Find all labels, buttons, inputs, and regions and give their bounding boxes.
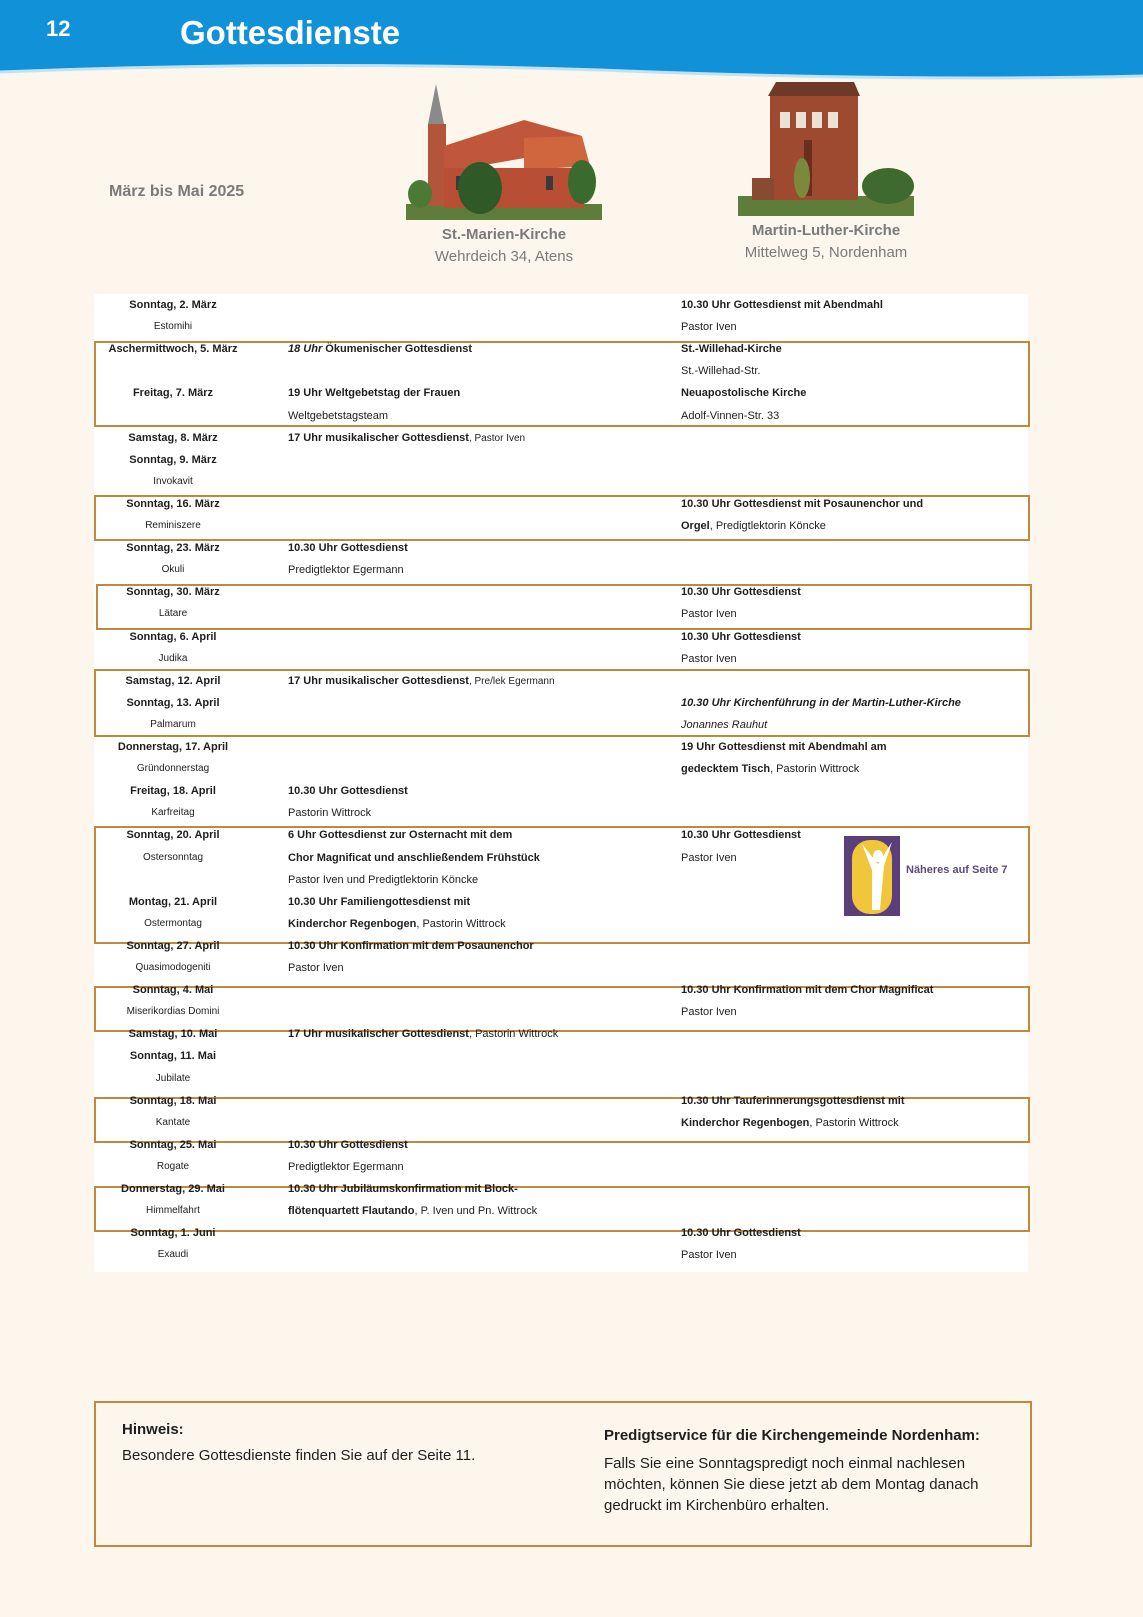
entry-text: Predigtlektor Egermann bbox=[288, 564, 404, 576]
service-date: Sonntag, 16. März bbox=[126, 498, 220, 510]
martin-luther-entry bbox=[681, 603, 737, 625]
entry-text: Pastor Iven bbox=[681, 321, 737, 333]
entry-text: 19 Uhr Gottesdienst mit Abendmahl am bbox=[681, 741, 887, 753]
liturgical-day: Karfreitag bbox=[151, 807, 195, 818]
church-name: Martin-Luther-Kirche bbox=[751, 222, 901, 239]
entry-officiant: , Pastorin Wittrock bbox=[468, 1028, 559, 1040]
st-marien-entry bbox=[288, 780, 408, 802]
entry-text: 10.30 Uhr Jubiläumskonfirmation mit Block- bbox=[288, 1183, 518, 1195]
liturgical-day: Judika bbox=[158, 653, 188, 664]
service-date: Samstag, 10. Mai bbox=[128, 1028, 218, 1040]
entry-text: 10.30 Uhr Gottesdienst bbox=[288, 1139, 408, 1151]
service-date: Sonntag, 11. Mai bbox=[129, 1050, 217, 1062]
entry-text: Pastor Iven und Predigtlektorin Köncke bbox=[288, 874, 479, 886]
service-date: Sonntag, 6. April bbox=[129, 631, 217, 643]
entry-text: 19 Uhr Weltgebetstag der Frauen bbox=[288, 387, 461, 399]
note-heading: Hinweis: bbox=[122, 1421, 184, 1438]
st-marien-entry bbox=[288, 935, 534, 957]
martin-luther-entry bbox=[681, 626, 801, 648]
liturgical-day: Lätare bbox=[158, 608, 188, 619]
entry-text: 10.30 Uhr Familiengottesdienst mit bbox=[288, 896, 471, 908]
entry-officiant: , Pastorin Wittrock bbox=[809, 1117, 899, 1129]
martin-luther-entry bbox=[681, 1244, 737, 1266]
liturgical-day: Kantate bbox=[155, 1117, 191, 1128]
st-marien-entry bbox=[288, 891, 470, 913]
entry-officiant: , Pre/lek Egermann bbox=[468, 676, 555, 687]
martin-luther-entry bbox=[681, 405, 779, 427]
entry-text: Adolf-Vinnen-Str. 33 bbox=[681, 410, 780, 422]
entry-text: 10.30 Uhr Gottesdienst bbox=[681, 586, 801, 598]
entry-text: Kinderchor Regenbogen bbox=[288, 918, 417, 930]
liturgical-day: Reminiszere bbox=[145, 520, 201, 531]
st-marien-entry bbox=[288, 537, 408, 559]
st-marien-church-icon bbox=[406, 76, 602, 220]
liturgical-day: Himmelfahrt bbox=[146, 1205, 200, 1216]
church-address: Wehrdeich 34, Atens bbox=[434, 248, 574, 265]
martin-luther-entry bbox=[681, 692, 961, 714]
page-number: 12 bbox=[46, 16, 71, 41]
church-martin-luther bbox=[726, 82, 926, 264]
entry-text: 10.30 Uhr Kirchenführung in der Martin-Luther-Kirche bbox=[681, 697, 961, 709]
entry-text: flötenquartett Flautando bbox=[288, 1205, 415, 1217]
entry-text: Pastor Iven bbox=[681, 653, 737, 665]
entry-text: 10.30 Uhr Gottesdienst bbox=[681, 829, 801, 841]
martin-luther-entry bbox=[681, 736, 887, 758]
service-date: Freitag, 7. März bbox=[132, 387, 214, 399]
martin-luther-entry bbox=[681, 1222, 801, 1244]
service-date: Samstag, 12. April bbox=[125, 675, 221, 687]
liturgical-day: Miserikordias Domini bbox=[126, 1006, 220, 1017]
service-date: Sonntag, 23. März bbox=[126, 542, 220, 554]
liturgical-day: Rogate bbox=[156, 1161, 190, 1172]
st-marien-entry bbox=[288, 824, 512, 846]
martin-luther-entry bbox=[681, 1001, 737, 1023]
martin-luther-entry bbox=[681, 1090, 905, 1112]
entry-text: Weltgebetstagsteam bbox=[288, 410, 389, 422]
entry-text: 10.30 Uhr Gottesdienst mit Posaunenchor und bbox=[681, 498, 924, 510]
st-marien-entry bbox=[288, 1156, 404, 1178]
st-marien-entry bbox=[288, 405, 388, 427]
st-marien-entry bbox=[288, 847, 540, 869]
entry-text: 10.30 Uhr Tauferinnerungsgottesdienst mit bbox=[681, 1095, 905, 1107]
entry-text: 17 Uhr musikalischer Gottesdienst bbox=[288, 1028, 469, 1040]
st-marien-entry bbox=[288, 427, 525, 450]
service-date: Sonntag, 27. April bbox=[126, 940, 220, 952]
st-marien-entry bbox=[288, 1134, 408, 1156]
st-marien-entry bbox=[288, 382, 460, 404]
service-date: Donnerstag, 17. April bbox=[117, 741, 229, 753]
church-address: Mittelweg 5, Nordenham bbox=[744, 244, 908, 261]
service-date: Sonntag, 4. Mai bbox=[132, 984, 214, 996]
st-marien-entry bbox=[288, 957, 344, 979]
entry-text: 10.30 Uhr Gottesdienst bbox=[681, 631, 801, 643]
liturgical-day: Okuli bbox=[161, 564, 185, 575]
liturgical-day: Jubilate bbox=[155, 1073, 191, 1084]
st-marien-entry bbox=[288, 559, 404, 581]
martin-luther-church-icon bbox=[738, 82, 914, 216]
service-date: Sonntag, 13. April bbox=[126, 697, 220, 709]
entry-officiant: , Pastor Iven bbox=[468, 433, 526, 444]
service-date: Sonntag, 25. Mai bbox=[129, 1139, 217, 1151]
st-marien-entry bbox=[288, 338, 472, 360]
entry-text: Chor Magnificat und anschließendem Frühstück bbox=[288, 852, 540, 864]
martin-luther-entry bbox=[681, 515, 826, 537]
entry-officiant: , Predigtlektorin Köncke bbox=[709, 520, 826, 532]
entry-text: 17 Uhr musikalischer Gottesdienst bbox=[288, 432, 469, 444]
martin-luther-entry bbox=[681, 824, 801, 846]
church-st-marien bbox=[404, 76, 604, 268]
entry-text: 10.30 Uhr Konfirmation mit dem Posaunenchor bbox=[288, 940, 534, 952]
service-date: Donnerstag, 29. Mai bbox=[121, 1183, 225, 1195]
entry-text: Pastor Iven bbox=[288, 962, 344, 974]
entry-officiant: , Pastorin Wittrock bbox=[770, 763, 860, 775]
entry-text: Pastorin Wittrock bbox=[288, 807, 372, 819]
st-marien-entry bbox=[288, 869, 478, 891]
entry-text: St.-Willehad-Kirche bbox=[681, 343, 782, 355]
entry-text: Neuapostolische Kirche bbox=[681, 387, 807, 399]
martin-luther-entry bbox=[681, 493, 923, 515]
service-date: Sonntag, 20. April bbox=[126, 829, 220, 841]
entry-time: 18 Uhr bbox=[288, 343, 323, 355]
st-marien-entry bbox=[288, 913, 506, 935]
entry-officiant: , Pastorin Wittrock bbox=[416, 918, 506, 930]
entry-text: 10.30 Uhr Gottesdienst bbox=[681, 1227, 801, 1239]
st-marien-entry bbox=[288, 802, 371, 824]
service-date: Sonntag, 2. März bbox=[129, 299, 217, 311]
martin-luther-entry bbox=[681, 360, 760, 382]
service-date: Freitag, 18. April bbox=[130, 785, 216, 797]
martin-luther-entry bbox=[681, 979, 933, 1001]
liturgical-day: Palmarum bbox=[150, 719, 196, 730]
period-label: März bis Mai 2025 bbox=[109, 183, 245, 200]
liturgical-day: Gründonnerstag bbox=[136, 763, 210, 774]
sermon-service-heading: Predigtservice für die Kirchengemeinde Nordenham: bbox=[604, 1427, 980, 1444]
entry-text: Orgel bbox=[681, 520, 710, 532]
entry-text: Jonannes Rauhut bbox=[681, 719, 768, 731]
st-marien-entry bbox=[288, 1178, 518, 1200]
service-schedule bbox=[94, 294, 1028, 1272]
service-date: Samstag, 8. März bbox=[128, 432, 218, 444]
st-marien-entry bbox=[288, 1023, 558, 1045]
martin-luther-entry bbox=[681, 294, 883, 316]
liturgical-day: Exaudi bbox=[157, 1249, 189, 1260]
liturgical-day: Estomihi bbox=[153, 321, 193, 332]
entry-text: Pastor Iven bbox=[681, 1006, 737, 1018]
martin-luther-entry bbox=[681, 581, 801, 603]
martin-luther-entry bbox=[681, 316, 737, 338]
entry-text: 10.30 Uhr Gottesdienst mit Abendmahl bbox=[681, 299, 883, 311]
liturgical-day: Ostermontag bbox=[144, 918, 202, 929]
service-date: Aschermittwoch, 5. März bbox=[108, 343, 238, 355]
easter-reference: Näheres auf Seite 7 bbox=[906, 864, 1008, 876]
st-marien-entry bbox=[288, 670, 555, 693]
page-title: Gottesdienste bbox=[180, 14, 401, 51]
easter-light-icon bbox=[844, 836, 900, 916]
martin-luther-entry bbox=[681, 382, 806, 404]
entry-text: 6 Uhr Gottesdienst zur Osternacht mit dem bbox=[288, 829, 513, 841]
entry-text: St.-Willehad-Str. bbox=[681, 365, 761, 377]
martin-luther-entry bbox=[681, 714, 767, 736]
church-name: St.-Marien-Kirche bbox=[441, 226, 567, 243]
martin-luther-entry bbox=[681, 758, 859, 780]
service-date: Sonntag, 1. Juni bbox=[130, 1227, 216, 1239]
entry-text: 17 Uhr musikalischer Gottesdienst bbox=[288, 675, 469, 687]
entry-text: 10.30 Uhr Gottesdienst bbox=[288, 785, 408, 797]
liturgical-day: Invokavit bbox=[153, 476, 193, 487]
note-box bbox=[94, 1401, 1032, 1547]
entry-text: 10.30 Uhr Konfirmation mit dem Chor Magnificat bbox=[681, 984, 934, 996]
entry-text: gedecktem Tisch bbox=[681, 763, 771, 775]
martin-luther-entry bbox=[681, 847, 737, 869]
entry-text: Ökumenischer Gottesdienst bbox=[322, 343, 473, 355]
liturgical-day: Quasimodogeniti bbox=[135, 962, 211, 973]
entry-text: Pastor Iven bbox=[681, 852, 737, 864]
sermon-service-text: Falls Sie eine Sonntagspredigt noch einmal nachlesen möchten, können Sie diese jetzt ab dem Montag danach gedruckt im Kirchenbüro erhalten. bbox=[604, 1455, 979, 1514]
service-date: Montag, 21. April bbox=[128, 896, 218, 908]
liturgical-day: Ostersonntag bbox=[142, 852, 204, 863]
st-marien-entry bbox=[288, 1200, 537, 1222]
entry-text: Pastor Iven bbox=[681, 1249, 737, 1261]
entry-text: Predigtlektor Egermann bbox=[288, 1161, 404, 1173]
entry-text: Pastor Iven bbox=[681, 608, 737, 620]
entry-officiant: , P. Iven und Pn. Wittrock bbox=[414, 1205, 538, 1217]
service-date: Sonntag, 18. Mai bbox=[129, 1095, 217, 1107]
martin-luther-entry bbox=[681, 338, 782, 360]
martin-luther-entry bbox=[681, 1112, 899, 1134]
martin-luther-entry bbox=[681, 648, 737, 670]
service-date: Sonntag, 30. März bbox=[126, 586, 220, 598]
entry-text: Kinderchor Regenbogen bbox=[681, 1117, 810, 1129]
note-text: Besondere Gottesdienste finden Sie auf der Seite 11. bbox=[122, 1447, 476, 1464]
entry-text: 10.30 Uhr Gottesdienst bbox=[288, 542, 408, 554]
service-date: Sonntag, 9. März bbox=[129, 454, 217, 466]
